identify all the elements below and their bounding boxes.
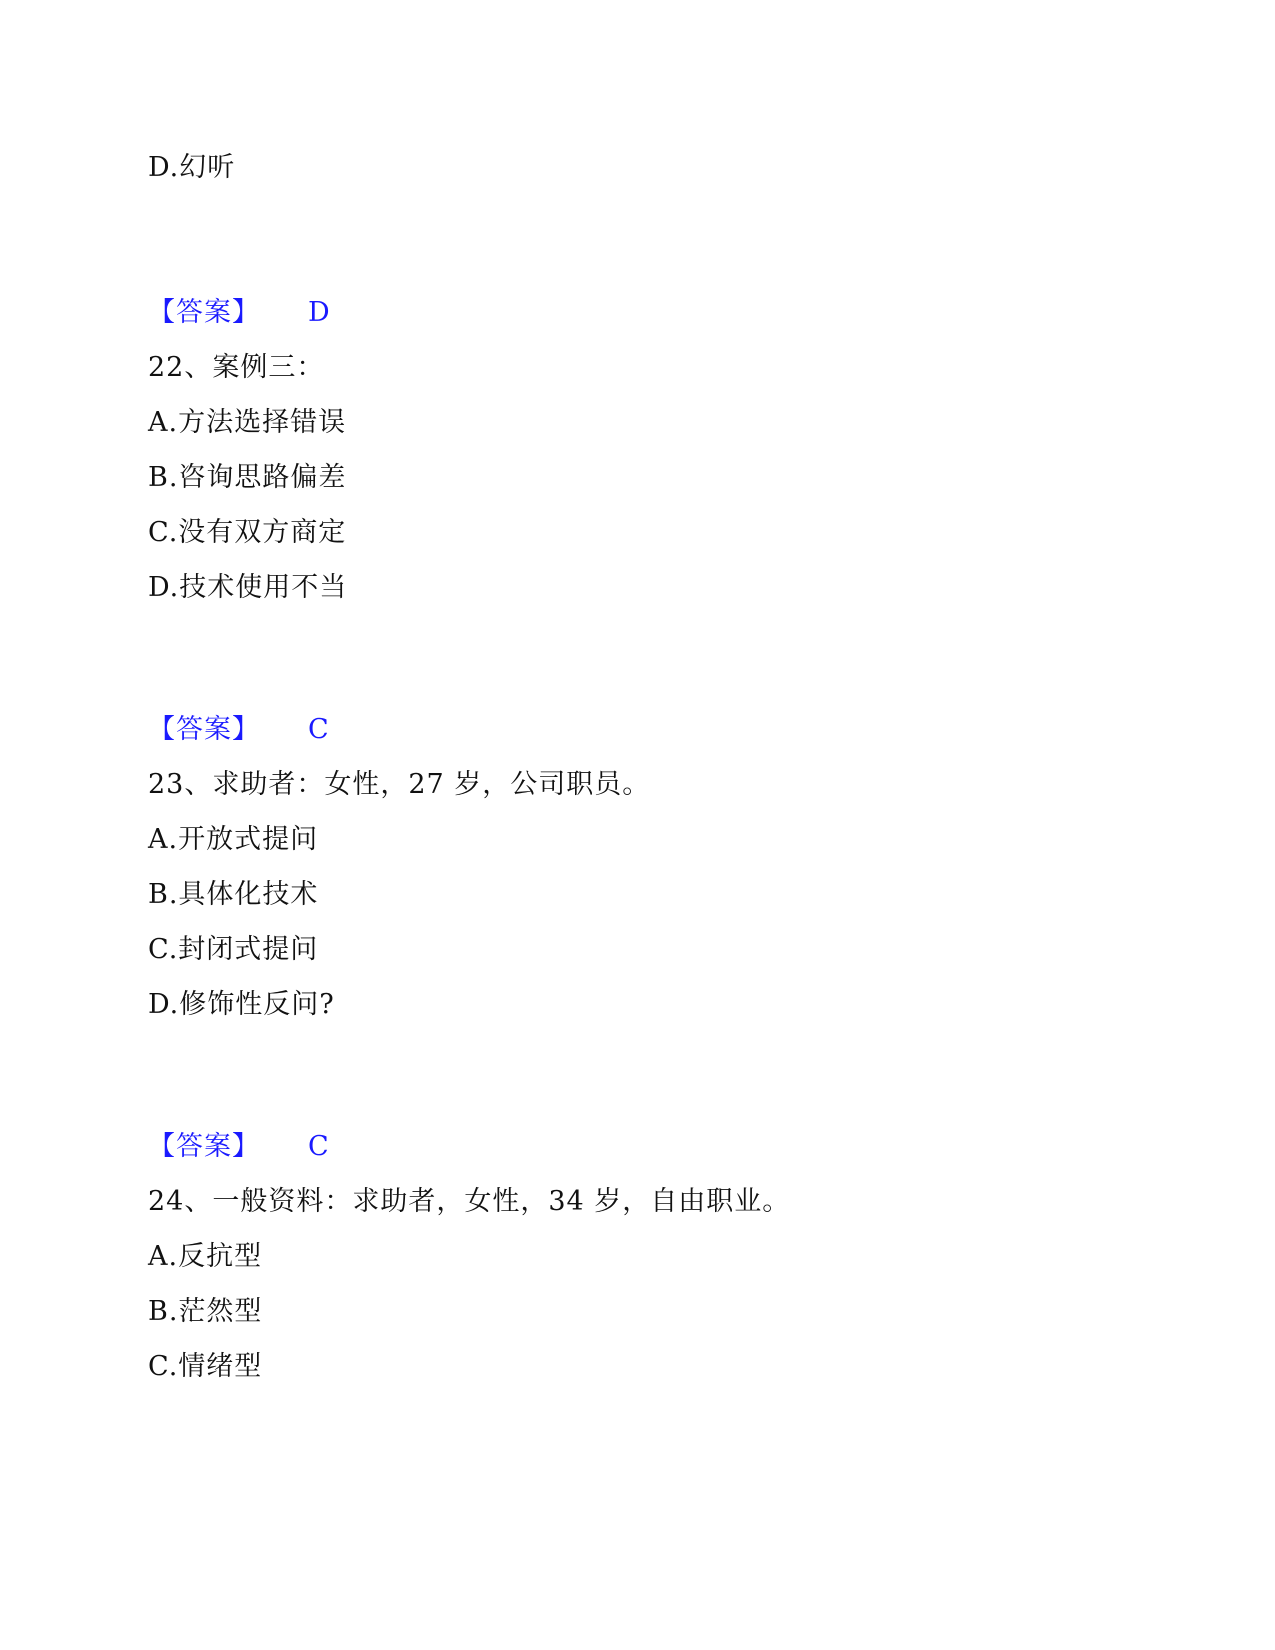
q22-option-b: B.咨询思路偏差 — [148, 462, 347, 493]
q24-stem: 24、一般资料：求助者，女性，34 岁，自由职业。 — [148, 1186, 791, 1217]
q21-answer — [148, 295, 331, 331]
q23-option-b: B.具体化技术 — [148, 879, 319, 910]
q22-stem: 22、案例三： — [148, 352, 325, 383]
q24-option-a: A.反抗型 — [148, 1241, 263, 1272]
q22-option-c: C.没有双方商定 — [148, 517, 347, 548]
answer-label: 【答案】 — [148, 1131, 260, 1162]
answer-value: C — [308, 714, 330, 745]
q22-option-a: A.方法选择错误 — [148, 407, 347, 438]
q23-option-d: D.修饰性反问? — [148, 989, 335, 1020]
q23-option-a: A.开放式提问 — [148, 824, 319, 855]
q22-option-d: D.技术使用不当 — [148, 572, 348, 603]
answer-label: 【答案】 — [148, 714, 260, 745]
q23-option-c: C.封闭式提问 — [148, 934, 319, 965]
q23-answer — [148, 1129, 330, 1165]
q21-option-d: D.幻听 — [148, 152, 236, 183]
q24-option-b: B.茫然型 — [148, 1296, 263, 1327]
answer-label: 【答案】 — [148, 297, 260, 328]
q23-stem: 23、求助者：女性，27 岁，公司职员。 — [148, 769, 651, 800]
q24-option-c: C.情绪型 — [148, 1351, 263, 1382]
answer-value: C — [308, 1131, 330, 1162]
answer-value: D — [308, 297, 331, 328]
q22-answer — [148, 712, 330, 748]
